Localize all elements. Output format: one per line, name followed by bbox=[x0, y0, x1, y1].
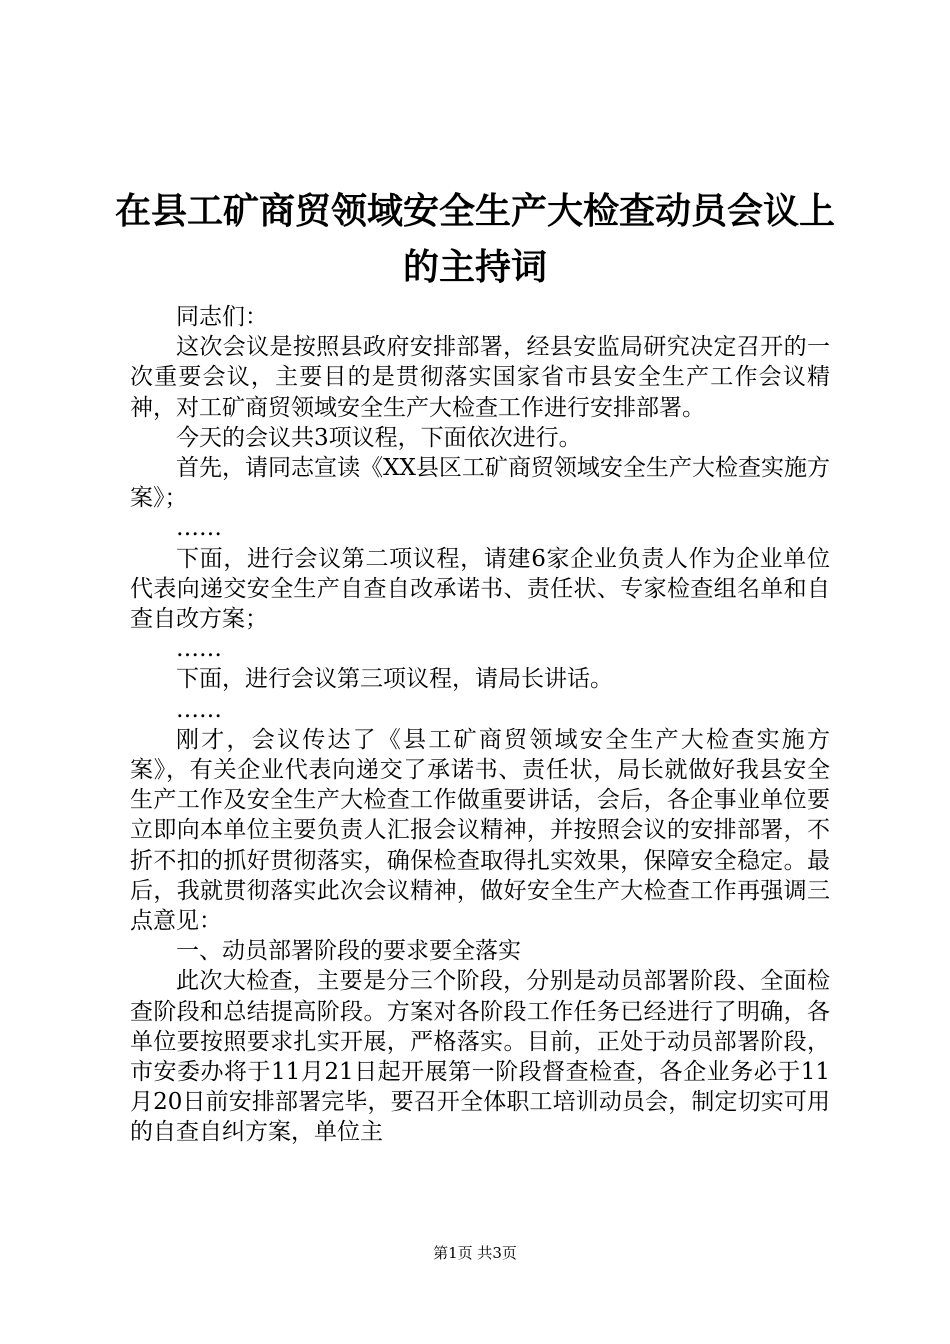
paragraph-section-1: 此次大检查，主要是分三个阶段，分别是动员部署阶段、全面检查阶段和总结提高阶段。方案对各阶段工作任务已经进行了明确，各单位要按照要求扎实开展，严格落实。目前，正处于动员部署阶段，市安委办将于11月21日起开展第一阶段督查检查，各企业务必于11月20日前安排部署完毕，要召开全体职工培训动员会，制定切实可用的自查自纠方案，单位主 bbox=[130, 968, 830, 1146]
page-footer: 第1页 共3页 bbox=[433, 1244, 517, 1262]
ellipsis-3: …… bbox=[176, 696, 222, 723]
section-heading-1: 一、动员部署阶段的要求要全落实 bbox=[176, 938, 521, 965]
document-body bbox=[130, 302, 830, 1148]
greeting: 同志们： bbox=[176, 304, 268, 330]
document-title-line-1: 在县工矿商贸领域安全生产大检查动员会议上 bbox=[114, 191, 835, 232]
paragraph-item-2: 下面，进行会议第二项议程，请建6家企业负责人作为企业单位代表向递交安全生产自查自改承诺书、责任状、专家检查组名单和自查自改方案； bbox=[130, 545, 830, 633]
document-title-line-2: 的主持词 bbox=[402, 247, 547, 288]
paragraph-item-3: 下面，进行会议第三项议程，请局长讲话。 bbox=[176, 666, 613, 693]
ellipsis-2: …… bbox=[176, 636, 222, 663]
ellipsis-1: …… bbox=[176, 515, 222, 542]
paragraph-intro: 这次会议是按照县政府安排部署，经县安监局研究决定召开的一次重要会议，主要目的是贯彻落实国家省市县安全生产工作会议精神，对工矿商贸领域安全生产大检查工作进行安排部署。 bbox=[130, 334, 830, 421]
paragraph-agenda: 今天的会议共3项议程，下面依次进行。 bbox=[176, 424, 582, 451]
paragraph-item-1: 首先，请同志宣读《XX县区工矿商贸领域安全生产大检查实施方案》； bbox=[130, 455, 830, 512]
paragraph-summary: 刚才，会议传达了《县工矿商贸领域安全生产大检查实施方案》，有关企业代表向递交了承诺书、责任状，局长就做好我县安全生产工作及安全生产大检查工作做重要讲话，会后，各企事业单位要立即向本单位主要负责人汇报会议精神，并按照会议的安排部署，不折不扣的抓好贯彻落实，确保检查取得扎实效果，保障安全稳定。最后，我就贯彻落实此次会议精神，做好安全生产大检查工作再强调三点意见： bbox=[130, 726, 830, 935]
